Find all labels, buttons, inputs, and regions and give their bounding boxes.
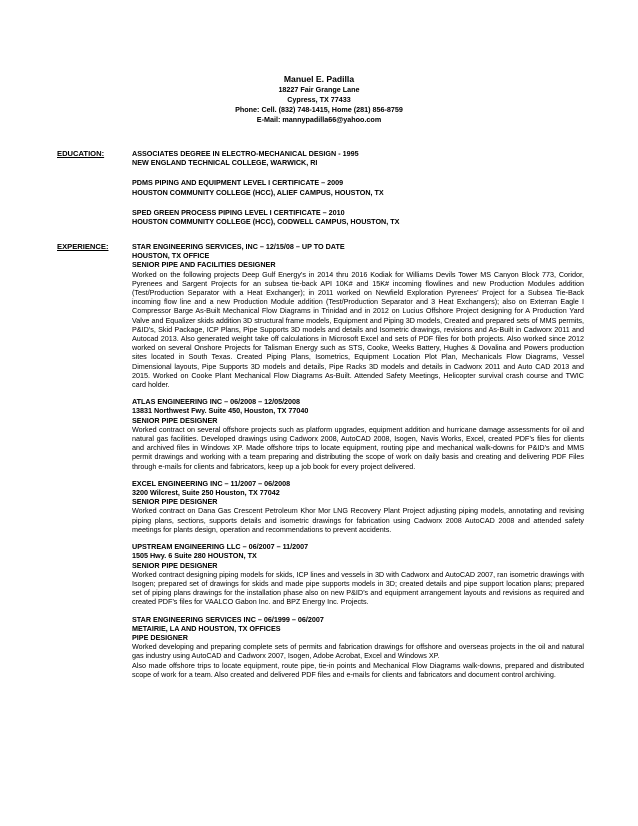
job-description: Worked contract on several offshore projects such as platform upgrades, equipment addition and hurricane damage assessments for oil and natural gas facilities. Developed drawings using Cadworx 2008, AutoCAD 2008, Isogen, Navis Works, Excel, created PDF’s files for clients and archived files in Windows XP. Made offshore trips to locate equipment, routing pipe and mechanical walk-downs for P&ID’s and MMS permit drawings and working with a team preparing and distributing the scope of work on daily basis and creating and delivering PDF Files through e-mails for clients and fabricators, keep up a job book for every project delivered.: [132, 424, 584, 471]
job-entry: [132, 242, 584, 389]
education-degree: SPED GREEN PROCESS PIPING LEVEL I CERTIFICATE – 2010: [132, 207, 345, 217]
job-location: 1505 Hwy. 6 Suite 280 HOUSTON, TX: [132, 551, 257, 561]
city-state-zip: Cypress, TX 77433: [287, 95, 351, 104]
job-location: HOUSTON, TX OFFICE: [132, 251, 210, 261]
experience-label: EXPERIENCE:: [57, 242, 109, 251]
job-description: Worked contract on Dana Gas Crescent Petroleum Khor Mor LNG Recovery Plant Project adjusting piping models, annotating and revising piping plans, sections, supports details and isometric drawings for fabrication using Cadworx 2008 AutoCAD 2008 and attended safety meetings for plants design, operation and recommendations to prevent accidents.: [132, 506, 584, 534]
resume-header: [0, 74, 638, 125]
street-address: 18227 Fair Grange Lane: [278, 85, 360, 94]
job-entry: [132, 615, 584, 679]
education-school: HOUSTON COMMUNITY COLLEGE (HCC), CODWELL CAMPUS, HOUSTON, TX: [132, 217, 400, 227]
job-company: STAR ENGINEERING SERVICES INC – 06/1999 – 06/2007: [132, 614, 324, 624]
job-title: SENIOR PIPE AND FACILITIES DESIGNER: [132, 260, 276, 270]
job-location: 13831 Northwest Fwy. Suite 450, Houston, TX 77040: [132, 406, 309, 416]
education-item: [132, 178, 584, 196]
job-title: SENIOR PIPE DESIGNER: [132, 497, 218, 507]
job-description: Worked contract designing piping models for skids, ICP lines and vessels in 3D with Cadworx and AutoCAD 2007, ran isometric drawings with Isogen; prepared set of drawings for skids and made pipe supports models in 3D; created details and pipe support location plans; prepared set of piping plans drawings for the installation phase also on new P&ID’s and equipment arrangement layouts and revisions as required and created PDF’s files for VAALCO Gabon Inc. and BPZ Energy Inc. Projects.: [132, 569, 584, 607]
job-title: SENIOR PIPE DESIGNER: [132, 560, 218, 570]
experience-section: [132, 242, 584, 687]
education-item: [132, 208, 584, 226]
education-school: HOUSTON COMMUNITY COLLEGE (HCC), ALIEF CAMPUS, HOUSTON, TX: [132, 187, 384, 197]
job-title: SENIOR PIPE DESIGNER: [132, 415, 218, 425]
job-entry: [132, 397, 584, 471]
job-description-continued: Also made offshore trips to locate equipment, route pipe, tie-in points and Mechanical Flow Diagrams walk-downs, prepared and distributed scope of work for a team. Also created and delivered PDF files and e-mails for clients and fabricators and document control archiving.: [132, 660, 584, 679]
job-description: Worked on the following projects Deep Gulf Energy’s in 2014 thru 2016 Kodiak for Williams Devils Tower MS Canyon Block 773, Coridor, Pyrenees and Sargent Projects for an subsea tie-back API 10K# and 15K# incoming flowlines and new Production Modules addition (Test/Production Separator with a Heat Exchanger); in 2011 worked on Newfield Exploration Pyrenees’ Project for a Subsea Tie-Back incoming flow line and a new Production Module addition (Test/Production Separator and 3 Heat Exchangers); also on Exterran Eagle I Compressor Barge As-Built Mechanical Flow Diagrams in Trinidad and in 2012 on Lucius Offshore Project designing for A Production Yard Valve and Equalizer skids addition 3D structural frame models, Equipment and Piping 3D models, Created and prepared sets of MMS permits, P&ID’s, Skid Package, ICP Plans, Pipe Supports 3D models and details and Isometric drawings, revisions and As-Built in Cadworx 2011 and Autocad 2013. Also generated weight take off calculations in Microsoft Excel and sets of PDF files for both projects. Also worked since 2012 worked on several Onshore Projects for Talisman Energy such as STS, Cooke, Weeks Battery, Hughes & Dovalina and Powers production sites located in South Texas. Created Piping Plans, Isometrics, Equipment Location Plot Plan, Mechanicals Flow Diagrams, Vessel Dimensional layouts, Pipe Supports 3D models and details, Pipe Racks 3D models and details in Cadworx 2011 and Auto CAD 2013 and 2015. Worked on Cooke Plant Mechanical Flow Diagrams As-Built. Attended Safety Meetings, Helicopter survival crash course and TWIC card holder.: [132, 269, 584, 390]
candidate-name: Manuel E. Padilla: [283, 74, 355, 84]
education-degree: PDMS PIPING AND EQUIPMENT LEVEL I CERTIFICATE – 2009: [132, 178, 344, 188]
job-company: UPSTREAM ENGINEERING LLC – 06/2007 – 11/2007: [132, 542, 309, 552]
job-company: ATLAS ENGINEERING INC – 06/2008 – 12/05/2008: [132, 397, 301, 407]
job-company: EXCEL ENGINEERING INC – 11/2007 – 06/2008: [132, 478, 291, 488]
education-item: [132, 149, 584, 167]
job-entry: [132, 479, 584, 534]
job-location: 3200 Wilcrest, Suite 250 Houston, TX 77042: [132, 488, 280, 498]
job-entry: [132, 542, 584, 606]
education-school: NEW ENGLAND TECHNICAL COLLEGE, WARWICK, RI: [132, 158, 318, 168]
phone-numbers: Phone: Cell. (832) 748-1415, Home (281) 856-8759: [235, 105, 403, 114]
email-address: E-Mail: mannypadilla66@yahoo.com: [256, 115, 382, 124]
job-company: STAR ENGINEERING SERVICES, INC – 12/15/08 – UP TO DATE: [132, 242, 345, 251]
education-section: [132, 149, 584, 234]
job-description: Worked developing and preparing complete sets of permits and fabrication drawings for offshore and overseas projects in the oil and natural gas industry using AutoCAD and Cadworx 2007, Isogen, Adobe Acrobat, Excel and Windows XP.: [132, 642, 584, 661]
education-degree: ASSOCIATES DEGREE IN ELECTRO-MECHANICAL DESIGN - 1995: [132, 149, 359, 158]
job-title: PIPE DESIGNER: [132, 632, 188, 642]
education-label: EDUCATION:: [57, 149, 105, 158]
job-location: METAIRIE, LA AND HOUSTON, TX OFFICES: [132, 623, 281, 633]
